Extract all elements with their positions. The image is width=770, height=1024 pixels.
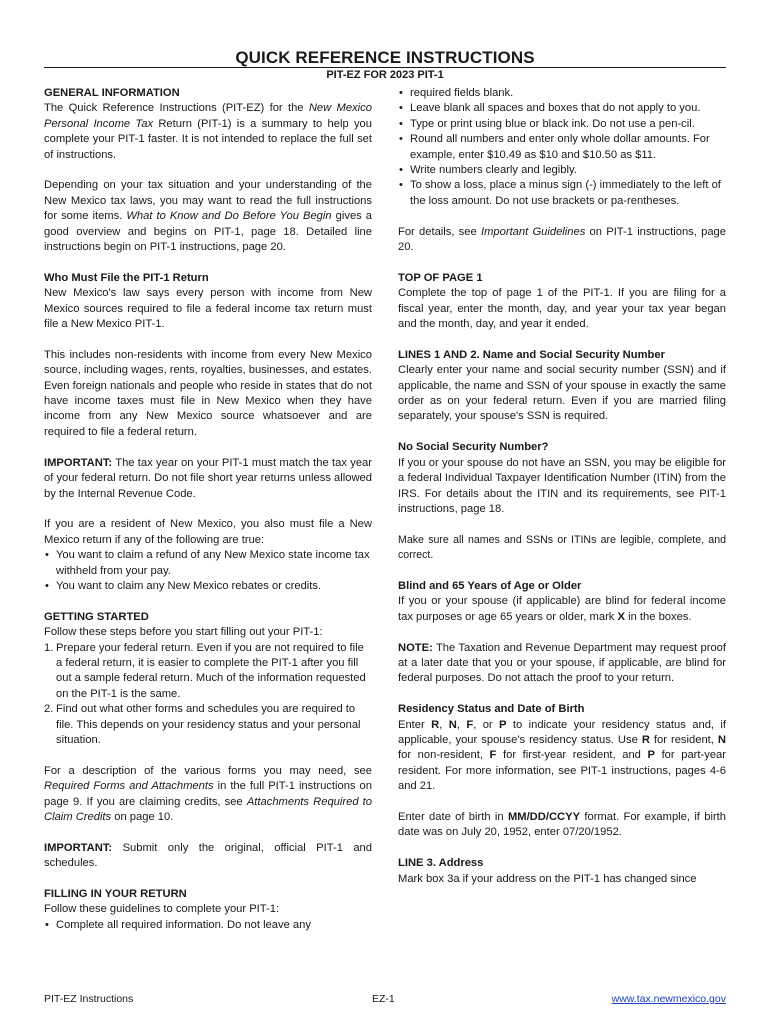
residency-code: N: [448, 718, 457, 731]
list-item: • Round all numbers and enter only whole dollar amounts. For example, enter $10.49 as $10 and $10.50 as $11.: [398, 132, 726, 163]
lines-1-2-section: LINES 1 AND 2. Name and Social Security Number Clearly enter your name and social security number (SSN) and if applicable, the name and SSN of your spouse in exactly the same order as on your federal return. Even if you are married filing separately, your spouse's SSN is required.: [398, 348, 726, 423]
filling-section: FILLING IN YOUR RETURN Follow these guidelines to complete your PIT-1:: [44, 887, 372, 918]
resident-bullet-list: [44, 548, 372, 594]
residency-paragraph: Enter R, N, F, or P to indicate your residency status and, if applicable, your spouse's residency status. Use R for resident, N for non-resident, F for first-year resident, and P for part-year resident. For more information, see PIT-1 instructions, pages 4-6 and 21.: [398, 718, 727, 793]
non-residents-paragraph: This includes non-residents with income from every New Mexico source, including wages, rents, royalties, businesses, and estates. Even foreign nationals and people who reside in states that do not have income taxes must file in New Mexico when they have income from any New Mexico source whatsoever and are required to file a federal return.: [44, 348, 372, 438]
general-information-heading: GENERAL INFORMATION: [44, 87, 180, 99]
top-of-page-section: TOP OF PAGE 1 Complete the top of page 1 of the PIT-1. If you are filing for a fiscal year, enter the month, day, and year your tax year began and the month, day, and year it ended.: [398, 271, 726, 331]
right-column: [398, 86, 726, 887]
residency-code: P: [499, 718, 507, 731]
footer-page-number: EZ-1: [372, 993, 395, 1005]
list-item: • Complete all required information. Do not leave any: [44, 918, 372, 933]
residency-code: F: [489, 749, 497, 762]
note-paragraph: NOTE: The Taxation and Revenue Department may request proof at a later date that you or your spouse, if applicable, are blind for federal purposes. Do not attach the proof to your return.: [398, 641, 726, 685]
list-item: • Leave blank all spaces and boxes that do not apply to you.: [398, 101, 726, 116]
blind-section: Blind and 65 Years of Age or Older If you or your spouse (if applicable) are blind for federal income tax purposes or age 65 years or older, mark X in the boxes.: [398, 579, 726, 623]
blind-heading: Blind and 65 Years of Age or Older: [398, 579, 582, 592]
important-tax-year-note: IMPORTANT: The tax year on your PIT-1 must match the tax year of your federal return. Do not file short year returns unless allowed by the Internal Revenue Code.: [44, 456, 372, 500]
top-of-page-heading: TOP OF PAGE 1: [398, 271, 483, 284]
residency-code: N: [717, 733, 726, 746]
left-column: [44, 86, 372, 949]
legible-paragraph: Make sure all names and SSNs or ITINs are legible, complete, and correct.: [398, 533, 726, 562]
list-item: • Write numbers clearly and legibly.: [398, 163, 726, 178]
getting-started-section: GETTING STARTED Follow these steps before you start filling out your PIT-1:: [44, 610, 372, 641]
general-information-paragraph: Depending on your tax situation and your understanding of the New Mexico tax laws, you may want to read the full instructions for some items. What to Know and Do Before You Begin gives a good overview and begins on PIT-1, page 18. Detailed line instructions begin on PIT-1 instructions, page 20.: [44, 179, 373, 254]
important-submit-note: IMPORTANT: Submit only the original, official PIT-1 and schedules.: [44, 841, 372, 870]
general-information-section: GENERAL INFORMATION The Quick Reference Instructions (PIT-EZ) for the New Mexico Personal Income Tax Return (PIT-1) is a summary to help you complete your PIT-1 faster. It is not intended to replace the full set of instructions.: [44, 87, 372, 161]
lines-1-2-heading: LINES 1 AND 2. Name and Social Security Number: [398, 348, 665, 361]
filling-bullet-list: [44, 918, 372, 933]
footer-website-link[interactable]: www.tax.newmexico.gov: [611, 993, 726, 1005]
list-item: 2. Find out what other forms and schedules you are required to file. This depends on your residency status and your personal situation.: [44, 703, 361, 746]
getting-started-steps: [44, 641, 372, 749]
who-must-file-heading: Who Must File the PIT-1 Return: [44, 271, 209, 284]
list-item: • Type or print using blue or black ink. Do not use a pen-cil.: [398, 117, 726, 132]
no-ssn-heading: No Social Security Number?: [398, 441, 549, 454]
line-3-heading: LINE 3. Address: [398, 857, 484, 870]
forms-paragraph: For a description of the various forms you may need, see Required Forms and Attachments in the full PIT-1 instructions on page 9. If you are claiming credits, see Attachments Required to Claim Credits on page 10.: [44, 764, 372, 823]
getting-started-heading: GETTING STARTED: [44, 610, 149, 623]
list-item: • You want to claim a refund of any New Mexico state income tax withheld from your pay.: [44, 548, 372, 579]
title-rule: [44, 67, 726, 68]
page-subtitle: PIT-EZ FOR 2023 PIT-1: [326, 69, 444, 81]
filling-heading: FILLING IN YOUR RETURN: [44, 887, 187, 900]
residency-code: F: [466, 718, 474, 731]
line-3-section: LINE 3. Address Mark box 3a if your address on the PIT-1 has changed since: [398, 856, 726, 887]
residency-code: R: [431, 718, 440, 731]
list-item: • You want to claim any New Mexico rebates or credits.: [44, 579, 372, 594]
list-item-continuation: • required fields blank.: [398, 86, 726, 101]
residency-section: [398, 702, 726, 794]
footer-document-name: PIT-EZ Instructions: [44, 993, 134, 1005]
page-title: QUICK REFERENCE INSTRUCTIONS: [235, 48, 535, 67]
date-of-birth-paragraph: Enter date of birth in MM/DD/CCYY format. For example, if birth date was on July 20, 1952, enter 07/20/1952.: [398, 810, 727, 839]
residency-code: R: [641, 733, 650, 746]
residency-code: P: [647, 749, 655, 762]
who-must-file-section: Who Must File the PIT-1 Return New Mexico's law says every person with income from New Mexico sources required to file a federal income tax return must file a New Mexico PIT-1.: [44, 271, 372, 331]
resident-paragraph: If you are a resident of New Mexico, you also must file a New Mexico return if any of the following are true:: [44, 518, 372, 546]
list-item: • To show a loss, place a minus sign (-) immediately to the left of the loss amount. Do not use brackets or pa-rentheses.: [398, 178, 726, 209]
no-ssn-section: No Social Security Number? If you or your spouse do not have an SSN, you may be eligible for a federal Individual Taxpayer Identification Number (ITIN) from the IRS. For details about the ITIN and its requirements, see PIT-1 instructions, page 18.: [398, 441, 726, 515]
list-item: 1. Prepare your federal return. Even if you are not required to file a federal return, it is easier to complete the PIT-1 after you fill out a sample federal return. Much of the information requested on the PIT-1 is the same.: [44, 641, 366, 700]
residency-heading: Residency Status and Date of Birth: [398, 703, 585, 716]
guidelines-bullet-list: [398, 86, 726, 209]
details-paragraph: For details, see Important Guidelines on PIT-1 instructions, page 20.: [398, 225, 727, 254]
